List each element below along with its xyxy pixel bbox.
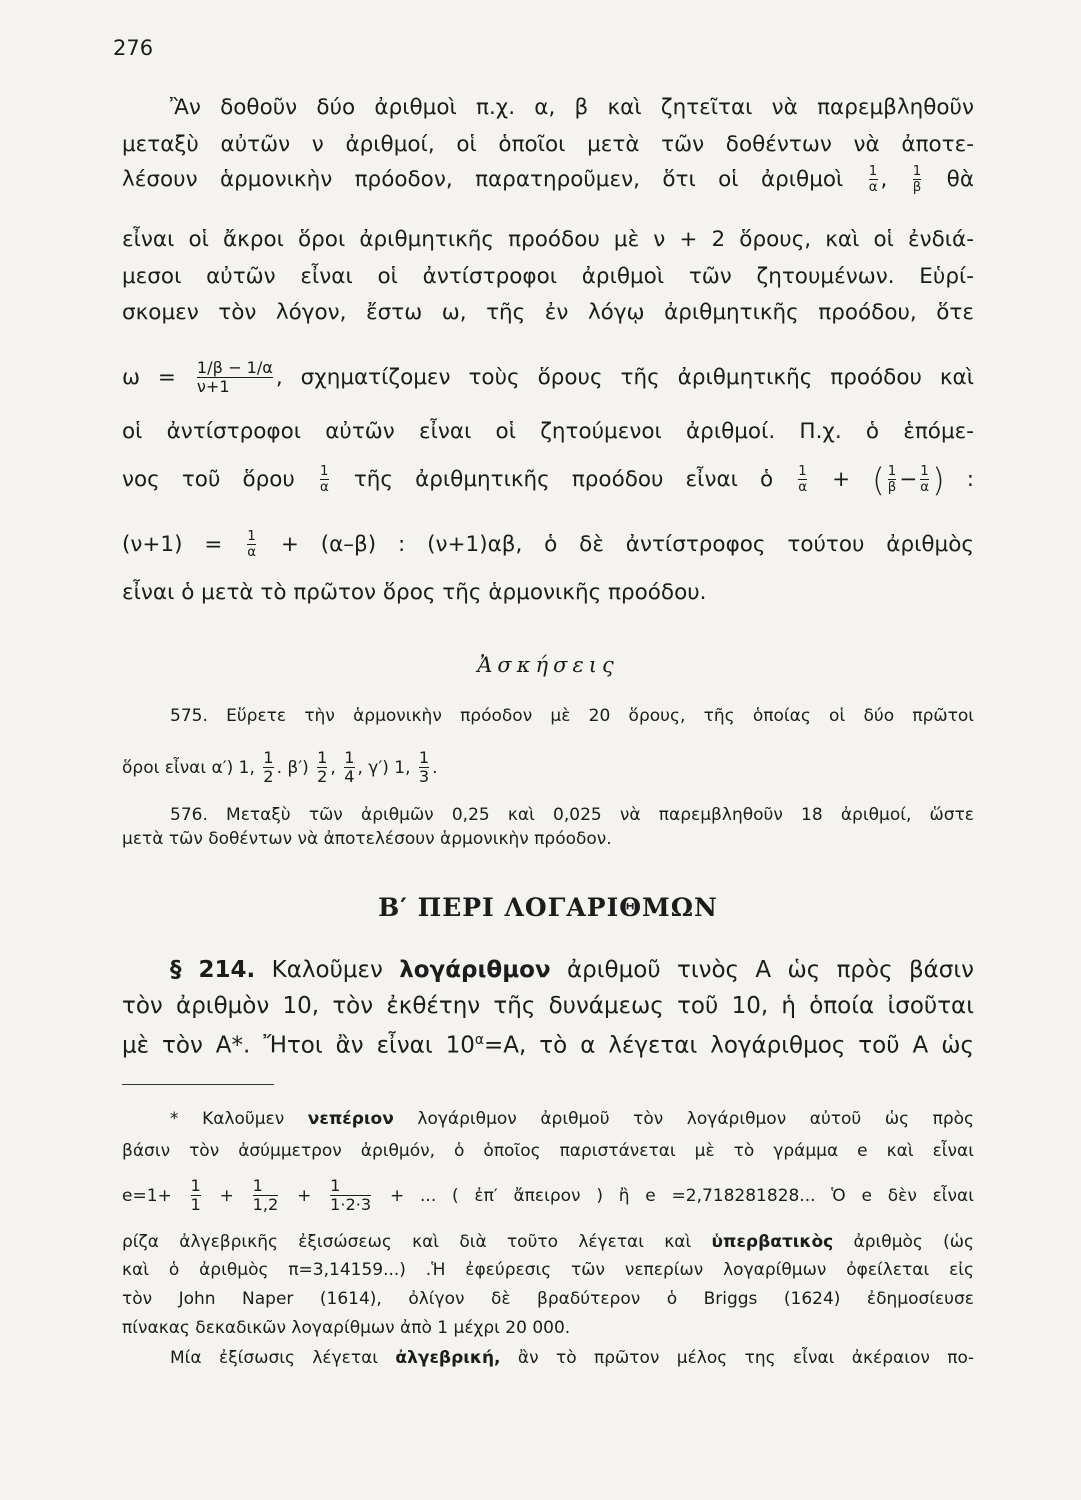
text-span: θὰ (946, 167, 974, 192)
text-span: , γ′) 1, (357, 757, 411, 778)
footnote-line-5: καὶ ὁ ἀριθμὸς π=3,14159...) .Ἡ ἐφεύρεσις τῶν νεπερίων λογαρίθμων ὀφείλεται εἰς (122, 1260, 974, 1280)
term-neperian: νεπέριον (307, 1109, 394, 1129)
paragraph-214-line-3 (122, 1025, 974, 1061)
fraction-1-123 (330, 1178, 371, 1214)
section-heading-line (122, 893, 974, 925)
denominator: α (319, 480, 329, 495)
text-span: + (297, 1185, 312, 1206)
text-span: + (832, 467, 851, 492)
numerator: 1 (920, 464, 929, 480)
text-span: Καλοῦμεν (271, 957, 383, 983)
denominator: 2 (263, 766, 274, 786)
fraction-1-alpha (920, 465, 929, 495)
denominator: 1,2 (252, 1194, 279, 1214)
footnote-line-3 (122, 1178, 974, 1214)
text-span: ἀριθμὸς (ὡς (853, 1232, 975, 1252)
exercise-575-line-1: 575. Εὕρετε τὴν ἁρμονικὴν πρόοδον μὲ 20 ὅρους, τῆς ὁποίας οἱ δύο πρῶτοι (170, 706, 974, 726)
denominator: α (868, 180, 878, 195)
numerator: 1 (912, 164, 922, 180)
paragraph-number: § 214. (170, 957, 256, 983)
text-line: μεσοι αὐτῶν εἶναι οἱ ἀντίστροφοι ἀριθμοὶ τῶν ζητουμένων. Εὑρί- (122, 264, 974, 289)
paragraph-214-line-2: τὸν ἀριθμὸν 10, τὸν ἐκθέτην τῆς δυνάμεως τοῦ 10, ἡ ὁποία ἰσοῦται (122, 993, 974, 1019)
superscript: α (474, 1032, 484, 1048)
text-line (122, 461, 975, 499)
text-line (122, 360, 974, 396)
denominator: 2 (317, 766, 328, 786)
text-line: εἶναι οἱ ἄκροι ὅροι ἀριθμητικῆς προόδου μὲ ν + 2 ὅρους, καὶ οἱ ἐνδιά- (122, 227, 974, 252)
fraction-1-3 (419, 750, 429, 786)
numerator: 1 (798, 464, 807, 480)
section-heading: Β′ ΠΕΡΙ ΛΟΓΑΡΙΘΜΩΝ (378, 893, 718, 922)
exercise-576-line-2: μετὰ τῶν δοθέντων νὰ ἀποτελέσουν ἁρμονικὴν πρόοδον. (122, 829, 612, 849)
fraction-1-alpha (247, 530, 256, 560)
text-span: + ... ( ἐπ′ ἄπειρον ) ἢ e =2,718281828... Ὁ e δὲν εἶναι (389, 1185, 975, 1206)
numerator: 1 (330, 1176, 341, 1195)
denominator: β (887, 480, 897, 495)
text-span: τῆς ἀριθμητικῆς προόδου εἶναι ὁ (353, 467, 774, 492)
denominator: 4 (344, 766, 355, 786)
numerator: 1 (317, 748, 328, 767)
text-span: (ν+1) = (122, 532, 223, 557)
footnote-line-7: πίνακας δεκαδικῶν λογαρίθμων ἀπὸ 1 μέχρι 20 000. (122, 1318, 571, 1338)
text-line: οἱ ἀντίστροφοι αὐτῶν εἶναι οἱ ζητούμενοι ἀριθμοί. Π.χ. ὁ ἑπόμε- (122, 419, 974, 444)
text-span: ω = (122, 364, 176, 390)
numerator: 1 (418, 748, 430, 767)
paren-close: ) (932, 461, 945, 499)
fraction-1-1 (191, 1178, 201, 1214)
denominator: α (247, 545, 257, 560)
exercise-576-line-1: 576. Μεταξὺ τῶν ἀριθμῶν 0,25 καὶ 0,025 νὰ παρεμβληθοῦν 18 ἀριθμοί, ὥστε (170, 805, 974, 825)
text-span: ἂν τὸ πρῶτον μέλος της εἶναι ἀκέραιον πο- (517, 1348, 975, 1368)
numerator: 1 (344, 748, 355, 767)
text-span: . (432, 757, 438, 778)
text-span: + (219, 1185, 234, 1206)
fraction-1-alpha (869, 165, 878, 195)
footnote-line-6: τὸν John Naper (1614), ὀλίγον δὲ βραδύτερον ὁ Briggs (1624) ἐδημοσίευσε (122, 1289, 974, 1309)
paren-open: ( (872, 461, 885, 499)
page-number: 276 (113, 36, 154, 60)
fraction-1-4 (344, 750, 354, 786)
fraction-1-alpha (798, 465, 807, 495)
denominator: α (798, 480, 807, 495)
numerator: 1 (319, 464, 329, 480)
footnote-divider (122, 1084, 274, 1085)
exercise-575-line-2 (122, 750, 974, 786)
text-span: , (330, 757, 336, 778)
text-span: , σχηματίζομεν τοὺς ὅρους τῆς ἀριθμητικῆς προόδου καὶ (275, 364, 974, 390)
numerator: 1/β − 1/α (196, 358, 273, 377)
text-span: : (966, 467, 975, 492)
footnote-line-2: βάσιν τὸν ἀσύμμετρον ἀριθμόν, ὁ ὁποῖος παριστάνεται μὲ τὸ γράμμα e καὶ εἶναι (122, 1141, 974, 1161)
numerator: 1 (252, 1176, 263, 1195)
term-transcendental: ὑπερβατικὸς (711, 1232, 834, 1252)
denominator: β (912, 180, 922, 195)
exercises-title-line (122, 650, 974, 681)
text-span: λογάριθμον ἀριθμοῦ τὸν λογάριθμον αὐτοῦ ὡς πρὸς (417, 1109, 975, 1129)
text-span: e=1+ (122, 1185, 172, 1206)
numerator: 1 (868, 164, 878, 180)
denominator: 3 (418, 766, 430, 786)
numerator: 1 (887, 464, 897, 480)
text-span: * Καλοῦμεν (170, 1109, 285, 1129)
numerator: 1 (263, 748, 274, 767)
term-algebraic: ἀλγεβρική, (395, 1348, 501, 1368)
text-span: Μία ἐξίσωσις λέγεται (170, 1348, 379, 1368)
footnote-line-4 (122, 1230, 974, 1254)
fraction-1-alpha (320, 465, 329, 495)
fraction-omega (197, 360, 273, 396)
text-line: μεταξὺ αὐτῶν ν ἀριθμοί, οἱ ὁποῖοι μετὰ τῶν δοθέντων νὰ ἀποτε- (122, 132, 974, 157)
denominator: 1 (190, 1194, 201, 1214)
text-span: − (899, 467, 918, 492)
term-logarithm: λογάριθμον (399, 957, 551, 983)
denominator: ν+1 (197, 377, 273, 396)
footnote-line-1 (170, 1107, 974, 1131)
text-span: λέσουν ἁρμονικὴν πρόοδον, παρατηροῦμεν, ὅτι οἱ ἀριθμοὶ (122, 167, 844, 192)
denominator: 1·2·3 (330, 1194, 372, 1214)
text-line: Ἂν δοθοῦν δύο ἀριθμοὶ π.χ. α, β καὶ ζητεῖται νὰ παρεμβληθοῦν (170, 95, 974, 120)
fraction-1-2 (317, 750, 327, 786)
text-span: νος τοῦ ὅρου (122, 467, 295, 492)
fraction-1-beta (888, 465, 897, 495)
numerator: 1 (190, 1176, 201, 1195)
fraction-1-1-2 (253, 1178, 279, 1214)
text-span: ἀριθμοῦ τινὸς Α ὡς πρὸς βάσιν (567, 957, 975, 983)
numerator: 1 (247, 529, 256, 545)
text-line: λέσουν ἁρμονικὴν πρόοδον, παρατηροῦμεν, ὅτι οἱ ἀριθμοὶ $\frac{1}{\alpha}$ , $\frac{1}{\beta}$ θὰ (122, 164, 974, 195)
text-span: μὲ τὸν Α*. Ἤτοι ἂν εἶναι 10 (122, 1032, 475, 1059)
exercises-title: Ἀσκήσεις (477, 653, 619, 677)
paragraph-214-line-1 (170, 955, 974, 985)
text-line (122, 530, 974, 560)
text-span: . β′) (276, 757, 309, 778)
text-line: εἶναι ὁ μετὰ τὸ πρῶτον ὅρος τῆς ἁρμονικῆς προόδου. (122, 580, 707, 605)
fraction-1-2 (263, 750, 273, 786)
denominator: α (920, 480, 930, 495)
fraction-1-beta (913, 165, 922, 195)
text-span: + (α–β) : (ν+1)αβ, ὁ δὲ ἀντίστροφος τούτου ἀριθμὸς (280, 532, 975, 557)
text-span: ὅροι εἶναι α′) 1, (122, 757, 255, 778)
text-span: ρίζα ἀλγεβρικῆς ἐξισώσεως καὶ διὰ τοῦτο λέγεται καὶ (122, 1232, 692, 1252)
footnote-line-8 (170, 1346, 974, 1370)
text-line: σκομεν τὸν λόγον, ἔστω ω, τῆς ἐν λόγῳ ἀριθμητικῆς προόδου, ὅτε (122, 300, 974, 325)
text-span: =Α, τὸ α λέγεται λογάριθμος τοῦ Α ὡς (484, 1032, 974, 1059)
